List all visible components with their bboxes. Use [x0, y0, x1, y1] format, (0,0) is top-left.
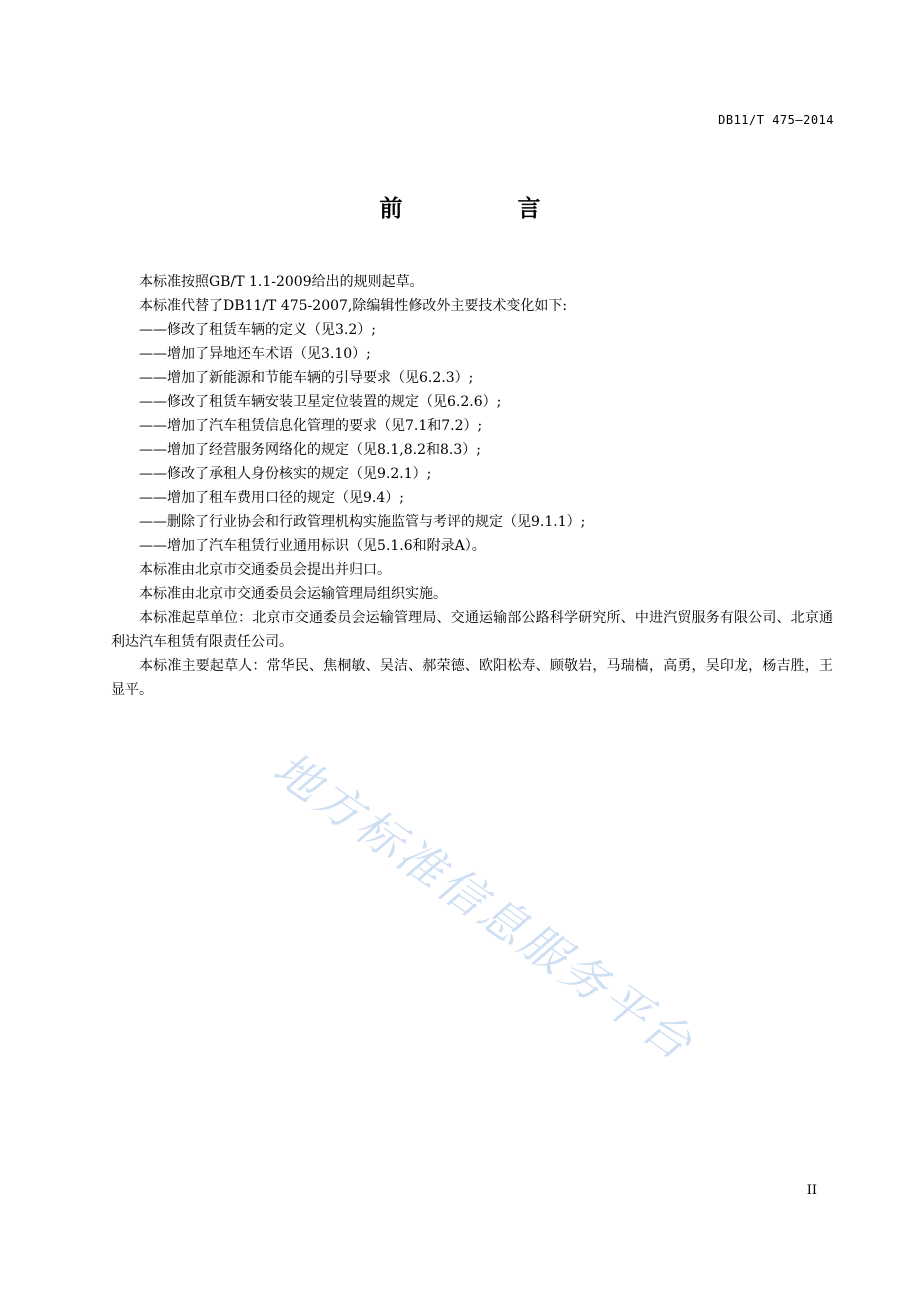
change-item: ——增加了经营服务网络化的规定（见8.1,8.2和8.3）; [139, 442, 481, 458]
change-item: ——增加了异地还车术语（见3.10）; [139, 346, 371, 362]
change-item: ——修改了租赁车辆的定义（见3.2）; [139, 322, 376, 338]
page-number: II [806, 1183, 817, 1198]
change-item: ——修改了租赁车辆安装卫星定位装置的规定（见6.2.6）; [139, 394, 502, 410]
drafting-units: 本标准起草单位：北京市交通委员会运输管理局、交通运输部公路科学研究所、中进汽贸服务有限公司、北京通利达汽车租赁有限责任公司。 [111, 610, 833, 650]
foreword-body [111, 270, 833, 702]
page-title: 前 言 [379, 196, 587, 222]
watermark: 地方标准信息服务平台 [264, 740, 705, 1072]
change-item: ——删除了行业协会和行政管理机构实施监管与考评的规定（见9.1.1）; [139, 514, 586, 530]
paragraph: 本标准按照GB/T 1.1-2009给出的规则起草。 [139, 274, 424, 290]
change-item: ——增加了新能源和节能车辆的引导要求（见6.2.3）; [139, 370, 474, 386]
change-item: ——增加了租车费用口径的规定（见9.4）; [139, 490, 404, 506]
paragraph: 本标准由北京市交通委员会运输管理局组织实施。 [139, 586, 447, 602]
change-item: ——增加了汽车租赁行业通用标识（见5.1.6和附录A）。 [139, 538, 486, 554]
paragraph: 本标准由北京市交通委员会提出并归口。 [139, 562, 391, 578]
change-item: ——修改了承租人身份核实的规定（见9.2.1）; [139, 466, 432, 482]
drafters: 本标准主要起草人：常华民、焦桐敏、吴洁、郝荣德、欧阳松寿、顾敬岩，马瑞樯，高勇，吴印龙，杨吉胜，王显平。 [111, 658, 833, 698]
standard-code: DB11/T 475—2014 [718, 113, 834, 127]
change-item: ——增加了汽车租赁信息化管理的要求（见7.1和7.2）; [139, 418, 483, 434]
paragraph: 本标准代替了DB11/T 475-2007,除编辑性修改外主要技术变化如下: [139, 298, 568, 314]
